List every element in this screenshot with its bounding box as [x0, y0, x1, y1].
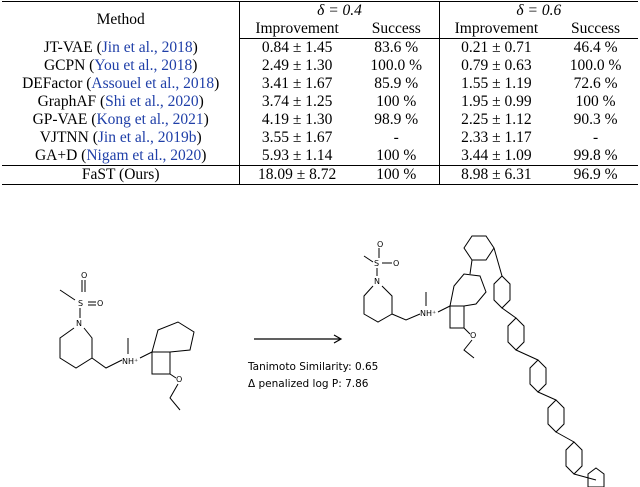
- bond: [574, 474, 596, 480]
- bond: [538, 392, 556, 400]
- improvement-cell: 2.25 ± 1.12: [461, 111, 532, 128]
- success-cell: 83.6 %: [354, 39, 439, 58]
- improvement-cell: 4.19 ± 1.30: [261, 111, 333, 128]
- success-cell: 100.0 %: [569, 57, 622, 74]
- success-cell: 46.4 %: [573, 39, 618, 56]
- ethyl-bond: [464, 340, 474, 358]
- delta-04-header: δ = 0.4: [240, 2, 439, 21]
- cyclobutane-ring: [450, 306, 464, 328]
- success-header-1: Success: [354, 20, 439, 39]
- phenyl-ring: [588, 468, 604, 487]
- bond: [494, 248, 502, 276]
- method-cell: GP-VAE (Kong et al., 2021): [2, 111, 240, 129]
- delta-06-header: δ = 0.6: [439, 2, 638, 21]
- atom-label-nh: NH⁺: [420, 309, 437, 318]
- method-cell: JT-VAE (Jin et al., 2018): [2, 39, 240, 58]
- improvement-cell: 3.74 ± 1.25: [261, 93, 333, 110]
- ours-improvement-cell: 18.09 ± 8.72: [240, 166, 354, 185]
- atom-label-o: O: [176, 375, 183, 384]
- atom-label-o: O: [377, 240, 384, 249]
- method-cell: VJTNN (Jin et al., 2019b): [2, 129, 240, 147]
- bond: [502, 308, 516, 318]
- bond: [140, 352, 152, 358]
- table-row: [2, 129, 638, 147]
- atom-label-o: O: [81, 271, 88, 280]
- atom-label-s: S: [374, 259, 380, 268]
- success-cell: 100 %: [354, 93, 439, 111]
- atom-label-s: S: [78, 299, 84, 308]
- improvement-cell: 3.55 ± 1.67: [261, 129, 333, 146]
- output-molecule: [360, 230, 640, 487]
- phenyl-ring: [508, 318, 524, 350]
- improvement-cell: 3.44 ± 1.09: [461, 147, 532, 164]
- similarity-caption: Tanimoto Similarity: 0.65: [248, 361, 379, 373]
- method-cell: GraphAF (Shi et al., 2020): [2, 93, 240, 111]
- improvement-cell: 0.84 ± 1.45: [261, 39, 333, 56]
- phenyl-ring: [464, 236, 494, 260]
- atom-label-o: O: [393, 259, 400, 268]
- bond: [470, 260, 472, 274]
- improvement-cell: 3.41 ± 1.67: [261, 75, 333, 92]
- table-row: [2, 147, 638, 166]
- ethyl-bond: [170, 384, 180, 410]
- success-cell: 90.3 %: [573, 111, 618, 128]
- table-row: [2, 75, 638, 93]
- atom-label-n: N: [374, 277, 380, 286]
- success-cell: 100 %: [575, 93, 616, 110]
- improvement-header-2: Improvement: [439, 20, 553, 39]
- success-cell: 72.6 %: [573, 75, 618, 92]
- atom-label-nh: NH⁺: [122, 357, 139, 366]
- success-cell: 100.0 %: [354, 57, 439, 75]
- method-cell: DEFactor (Assouel et al., 2018): [2, 75, 240, 93]
- ours-improvement-cell: 8.98 ± 6.31: [439, 166, 553, 185]
- success-cell: 85.9 %: [354, 75, 439, 93]
- improvement-cell: 2.33 ± 1.17: [461, 129, 532, 146]
- table-row: [2, 93, 638, 111]
- bond: [60, 290, 75, 300]
- success-header-2: Success: [553, 20, 638, 39]
- table-row: [2, 57, 638, 75]
- atom-label-o: O: [470, 331, 477, 340]
- input-molecule: [30, 270, 240, 420]
- phenyl-ring: [548, 400, 564, 432]
- method-cell: GCPN (You et al., 2018): [2, 57, 240, 75]
- phenyl-ring: [566, 442, 582, 474]
- chain-bond: [392, 314, 420, 320]
- ours-row: [2, 166, 638, 185]
- table-row: [2, 39, 638, 58]
- atom-label-o: O: [97, 299, 104, 308]
- bond: [438, 306, 450, 312]
- cyclohexane-ring: [152, 322, 194, 352]
- improvement-cell: 0.79 ± 0.63: [461, 57, 532, 74]
- improvement-cell: 1.95 ± 0.99: [461, 93, 532, 110]
- bond: [364, 256, 373, 262]
- improvement-cell: 1.55 ± 1.19: [461, 75, 532, 92]
- improvement-header-1: Improvement: [240, 20, 354, 39]
- success-cell: 100 %: [354, 147, 439, 166]
- header-row-1: [2, 2, 638, 21]
- logp-caption: Δ penalized log P: 7.86: [248, 378, 369, 390]
- success-cell: -: [354, 129, 439, 147]
- cyclobutane-ring: [152, 352, 170, 374]
- table-row: [2, 111, 638, 129]
- chain-bond: [92, 358, 122, 368]
- arrow-icon: [252, 332, 347, 346]
- success-cell: 98.9 %: [354, 111, 439, 129]
- atom-label-n: N: [76, 319, 82, 328]
- improvement-cell: 5.93 ± 1.14: [261, 147, 333, 164]
- success-cell: 99.8 %: [573, 147, 618, 164]
- improvement-cell: 0.21 ± 0.71: [461, 39, 532, 56]
- method-cell: GA+D (Nigam et al., 2020): [2, 147, 240, 166]
- method-header: Method: [2, 2, 240, 39]
- ours-success-cell: 96.9 %: [553, 166, 638, 185]
- improvement-cell: 2.49 ± 1.30: [261, 57, 333, 74]
- piperidine-ring: [364, 286, 392, 322]
- ours-method-cell: FaST (Ours): [2, 166, 240, 185]
- success-cell: -: [592, 129, 599, 146]
- ours-success-cell: 100 %: [354, 166, 439, 185]
- piperidine-ring: [60, 328, 92, 368]
- bond: [516, 350, 538, 360]
- phenyl-ring: [494, 276, 510, 308]
- cyclohexane-ring: [450, 274, 486, 306]
- results-table: [2, 1, 638, 185]
- phenyl-ring: [530, 360, 546, 392]
- bond: [556, 432, 574, 442]
